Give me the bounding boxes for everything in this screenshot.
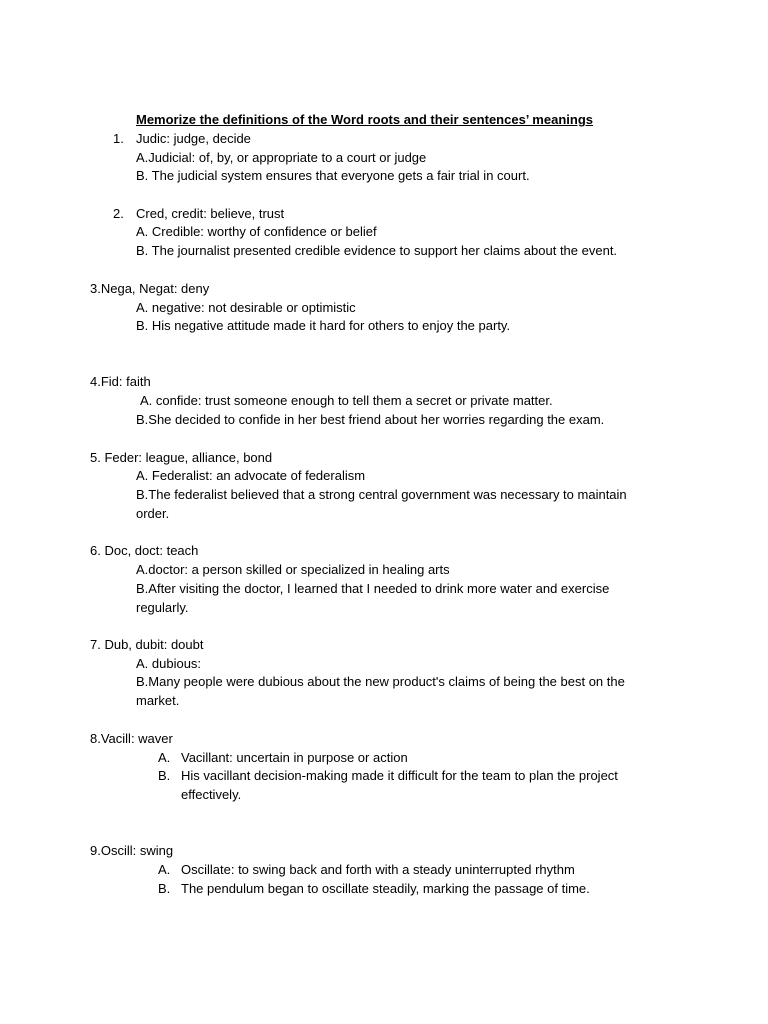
definition-a: A.Judicial: of, by, or appropriate to a court or judge bbox=[136, 150, 427, 165]
list-number: 2. bbox=[113, 206, 124, 221]
root-heading: 4.Fid: faith bbox=[90, 374, 151, 389]
list-marker: B. bbox=[158, 768, 171, 783]
sentence-b: B.After visiting the doctor, I learned that I needed to drink more water and exercise bbox=[136, 581, 610, 596]
root-heading: 5. Feder: league, alliance, bond bbox=[90, 450, 273, 465]
definition-a: A.doctor: a person skilled or specialized in healing arts bbox=[136, 562, 450, 577]
sentence-b: B.She decided to confide in her best friend about her worries regarding the exam. bbox=[136, 412, 605, 427]
sentence-b-continued: effectively. bbox=[181, 787, 242, 802]
definition-a: A. confide: trust someone enough to tell them a secret or private matter. bbox=[140, 393, 553, 408]
root-heading: 3.Nega, Negat: deny bbox=[90, 281, 210, 296]
root-heading: 9.Oscill: swing bbox=[90, 843, 174, 858]
sentence-b: B. The journalist presented credible evidence to support her claims about the event. bbox=[136, 243, 618, 258]
root-heading: 7. Dub, dubit: doubt bbox=[90, 637, 204, 652]
root-heading: Judic: judge, decide bbox=[136, 131, 251, 146]
definition-a: A. Federalist: an advocate of federalism bbox=[136, 468, 366, 483]
sentence-b-continued: regularly. bbox=[136, 600, 189, 615]
definition-a: A. dubious: bbox=[136, 656, 202, 671]
sentence-b: B. The judicial system ensures that everyone gets a fair trial in court. bbox=[136, 168, 530, 183]
list-marker: A. bbox=[158, 750, 171, 765]
sentence-b-continued: order. bbox=[136, 506, 170, 521]
definition-a: Vacillant: uncertain in purpose or action bbox=[181, 750, 408, 765]
sentence-b-continued: market. bbox=[136, 693, 180, 708]
sentence-b: B.Many people were dubious about the new product's claims of being the best on the bbox=[136, 674, 625, 689]
root-heading: 6. Doc, doct: teach bbox=[90, 543, 199, 558]
root-heading: 8.Vacill: waver bbox=[90, 731, 173, 746]
sentence-b: His vacillant decision-making made it difficult for the team to plan the project bbox=[181, 768, 618, 783]
sentence-b: The pendulum began to oscillate steadily, marking the passage of time. bbox=[181, 881, 590, 896]
definition-a: A. Credible: worthy of confidence or belief bbox=[136, 224, 377, 239]
root-heading: Cred, credit: believe, trust bbox=[136, 206, 285, 221]
list-marker: B. bbox=[158, 881, 171, 896]
sentence-b: B.The federalist believed that a strong central government was necessary to maintain bbox=[136, 487, 627, 502]
sentence-b: B. His negative attitude made it hard for others to enjoy the party. bbox=[136, 318, 511, 333]
list-number: 1. bbox=[113, 131, 124, 146]
list-marker: A. bbox=[158, 862, 171, 877]
page-title: Memorize the definitions of the Word roots and their sentences’ meanings bbox=[136, 112, 593, 127]
definition-a: Oscillate: to swing back and forth with a steady uninterrupted rhythm bbox=[181, 862, 575, 877]
definition-a: A. negative: not desirable or optimistic bbox=[136, 300, 356, 315]
